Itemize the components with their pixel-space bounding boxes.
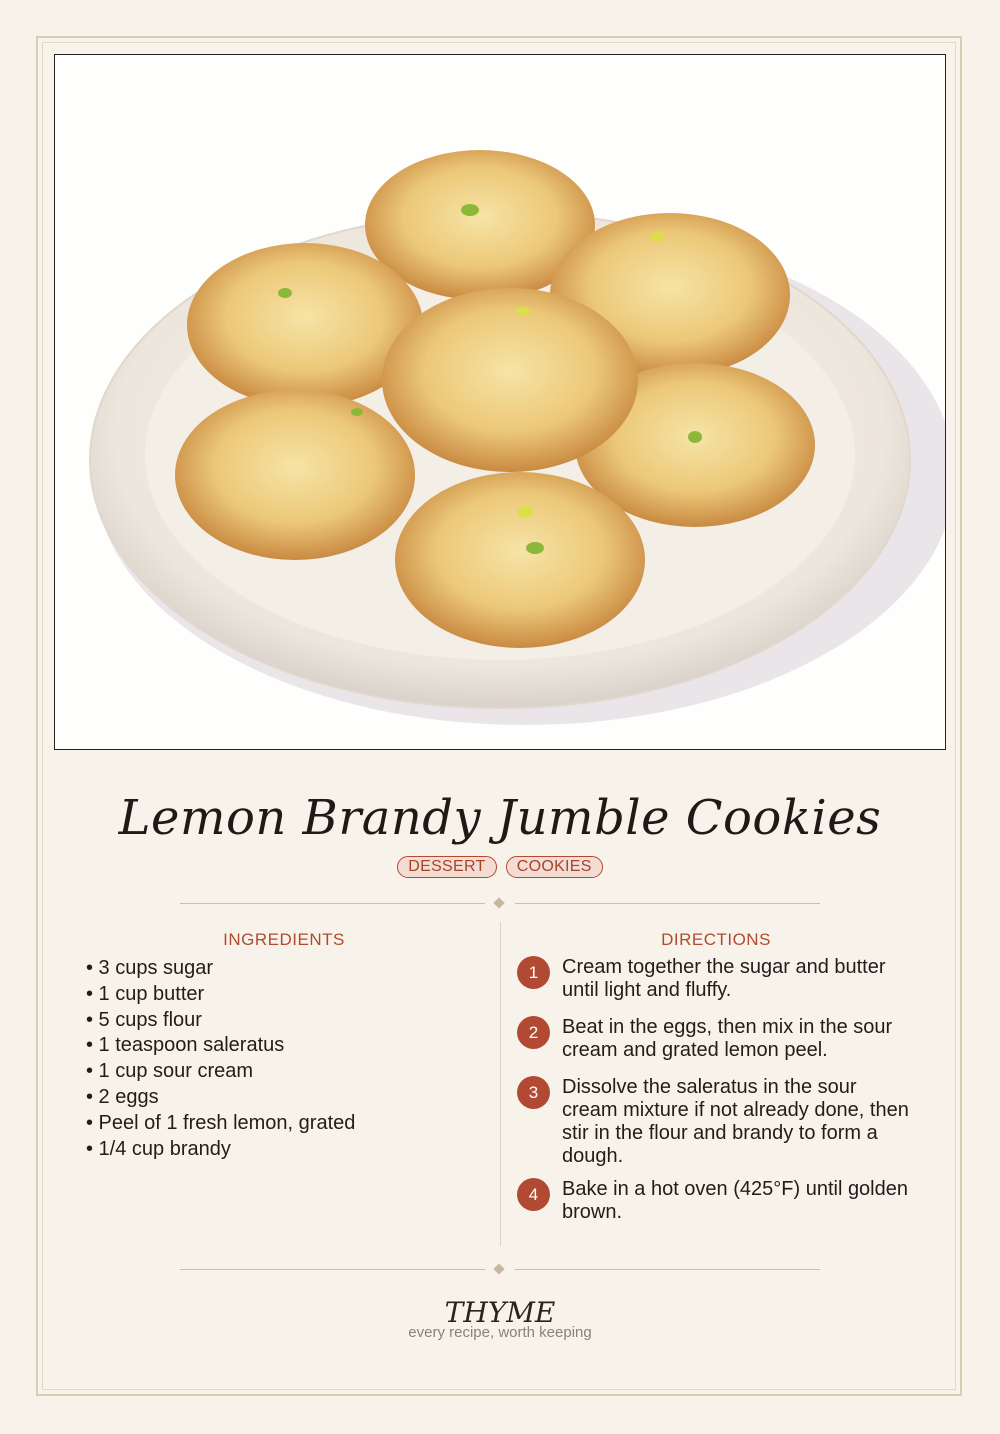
tag-cookies[interactable]: COOKIES bbox=[506, 856, 603, 878]
ingredients-list bbox=[86, 956, 355, 1162]
step-text: Dissolve the saleratus in the sour cream mixture if not already done, then stir in the flour and brandy to form a dough. bbox=[562, 1076, 909, 1167]
column-divider bbox=[500, 922, 501, 1246]
tag-list bbox=[0, 856, 1000, 878]
ingredient-item: • 2 eggs bbox=[86, 1085, 159, 1108]
cookie-plate-illustration bbox=[55, 55, 945, 749]
divider-top bbox=[180, 898, 820, 910]
step-text: Cream together the sugar and butter until light and fluffy. bbox=[562, 956, 886, 1001]
step-number-badge: 3 bbox=[517, 1076, 550, 1109]
ingredient-item: • 1/4 cup brandy bbox=[86, 1137, 231, 1160]
ingredient-item: • 5 cups flour bbox=[86, 1008, 202, 1031]
recipe-title: Lemon Brandy Jumble Cookies bbox=[118, 790, 882, 846]
step-text: Bake in a hot oven (425°F) until golden brown. bbox=[562, 1178, 908, 1223]
ingredient-item: • 3 cups sugar bbox=[86, 957, 214, 979]
ingredient-item: • Peel of 1 fresh lemon, grated bbox=[86, 1111, 356, 1134]
divider-bottom bbox=[180, 1264, 820, 1276]
diamond-ornament-icon bbox=[493, 1263, 504, 1274]
recipe-photo bbox=[54, 54, 946, 750]
step-text: Beat in the eggs, then mix in the sour cream and grated lemon peel. bbox=[562, 1016, 893, 1061]
brand-logo: THYME bbox=[444, 1296, 556, 1329]
step-number-badge: 2 bbox=[517, 1016, 550, 1049]
brand-tagline: every recipe, worth keeping bbox=[408, 1324, 592, 1341]
step-number-badge: 1 bbox=[517, 956, 550, 989]
step-number-badge: 4 bbox=[517, 1178, 550, 1211]
ingredients-heading: INGREDIENTS bbox=[223, 930, 345, 949]
tag-dessert[interactable]: DESSERT bbox=[397, 856, 496, 878]
ingredient-item: • 1 cup sour cream bbox=[86, 1060, 254, 1083]
directions-heading: DIRECTIONS bbox=[661, 930, 771, 949]
ingredient-item: • 1 teaspoon saleratus bbox=[86, 1034, 285, 1057]
ingredient-item: • 1 cup butter bbox=[86, 982, 205, 1005]
diamond-ornament-icon bbox=[493, 897, 504, 908]
